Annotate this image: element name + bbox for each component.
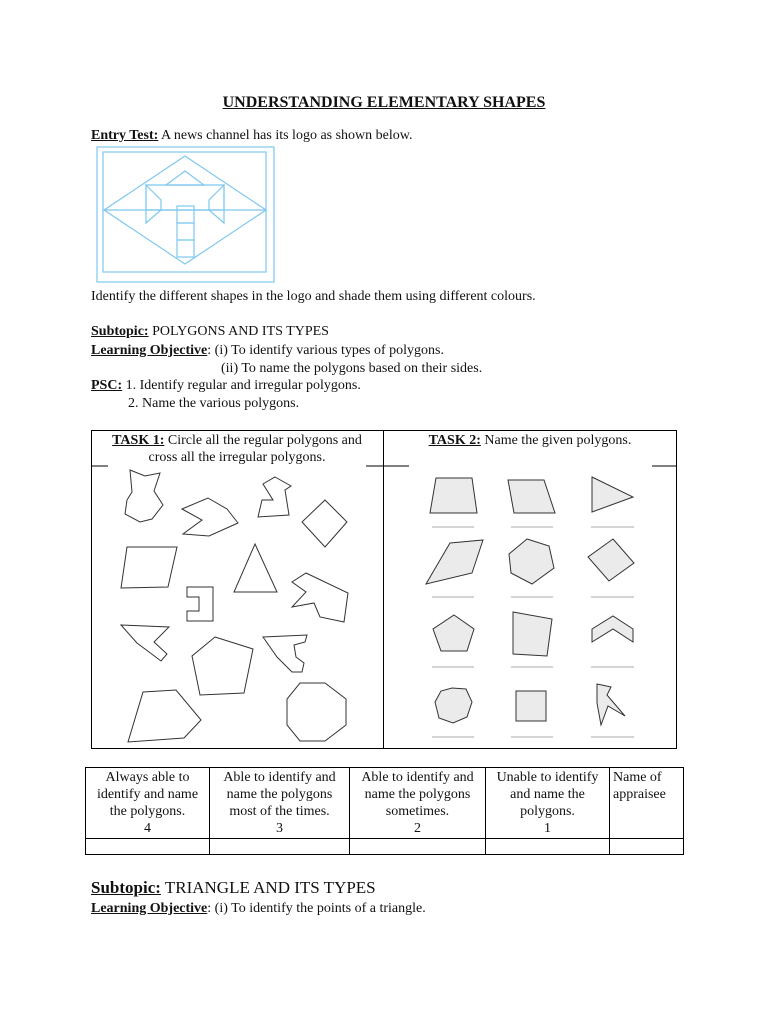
- octagon-shape: [287, 683, 346, 741]
- rectangle-tilted-shape: [588, 539, 634, 581]
- rubric-cell-4: Always able to identify and name the polygons. 4: [86, 768, 210, 839]
- triangle-shape: [234, 544, 277, 592]
- psc-text-2: 2. Name the various polygons.: [128, 396, 300, 411]
- square-shape: [516, 691, 546, 721]
- task-1-shapes: [92, 467, 382, 747]
- rubric-cell-2: Able to identify and name the polygons sometimes. 2: [350, 768, 486, 839]
- parallelogram-shape: [121, 547, 177, 588]
- parallelogram-task-shape: [426, 540, 483, 584]
- logo-top-triangle: [166, 171, 204, 185]
- psc-line: [91, 377, 361, 394]
- pentagon-shape: [192, 637, 253, 695]
- task-2-shapes: [384, 467, 676, 747]
- objective-1-label: Learning Objective: [91, 343, 208, 358]
- hexagon-shape: [509, 539, 554, 584]
- irregular-task-shape: [597, 684, 625, 725]
- rubric-blank-cell[interactable]: [350, 839, 486, 855]
- irregular-polygon-6: [128, 690, 201, 742]
- objective-2-line: [91, 900, 426, 917]
- chevron-shape: [592, 616, 633, 642]
- rubric-blank-cell[interactable]: [486, 839, 610, 855]
- logo-right-wing: [209, 185, 224, 223]
- c-shape: [187, 587, 213, 621]
- heptagon-shape: [435, 688, 472, 723]
- rubric-blank-cell[interactable]: [86, 839, 210, 855]
- irregular-polygon-2: [258, 477, 291, 517]
- rubric-table: [85, 767, 684, 855]
- rubric-cell-appraisee: Name of appraisee: [610, 768, 684, 839]
- subtopic-2-text: TRIANGLE AND ITS TYPES: [160, 878, 376, 897]
- quadrilateral-shape: [508, 480, 555, 513]
- subtopic-2-line: [91, 879, 376, 896]
- rubric-header-row: [86, 768, 684, 839]
- logo-outer-frame: [97, 147, 274, 282]
- rubric-cell-3: Able to identify and name the polygons most of the times. 3: [210, 768, 350, 839]
- rubric-blank-cell[interactable]: [210, 839, 350, 855]
- arrow-polygon: [182, 498, 238, 536]
- irregular-polygon-4: [121, 625, 169, 661]
- task-2-label: TASK 2:: [428, 433, 481, 448]
- right-triangle-shape: [592, 477, 633, 512]
- entry-test-text: A news channel has its logo as shown below.: [158, 128, 413, 143]
- objective-1-text-2: (ii) To name the polygons based on their sides.: [221, 361, 483, 376]
- trapezium-shape: [430, 478, 477, 513]
- pentagon-task-shape: [433, 615, 474, 651]
- subtopic-1-label: Subtopic:: [91, 324, 149, 339]
- objective-2-text: : (i) To identify the points of a triangle.: [207, 901, 426, 916]
- page-title: UNDERSTANDING ELEMENTARY SHAPES: [222, 94, 546, 111]
- rubric-cell-1: Unable to identify and name the polygons. 1: [486, 768, 610, 839]
- news-channel-logo: [96, 146, 276, 284]
- task-2-header: [384, 432, 676, 449]
- psc-label: PSC:: [91, 378, 123, 393]
- subtopic-1-text: POLYGONS AND ITS TYPES: [148, 324, 329, 339]
- entry-test-line: [91, 127, 412, 144]
- objective-1-line: [91, 342, 444, 359]
- square-rhombus-shape: [302, 500, 347, 547]
- subtopic-1-line: [91, 323, 329, 340]
- quadrilateral-task-shape: [513, 612, 552, 656]
- logo-stem-square-2: [177, 223, 194, 240]
- logo-left-wing: [146, 185, 161, 223]
- task-1-label: TASK 1:: [112, 433, 165, 448]
- logo-stem-square-3: [177, 240, 194, 257]
- irregular-polygon-5: [263, 635, 307, 672]
- logo-stem-square-1: [177, 206, 194, 223]
- irregular-polygon-3: [292, 573, 348, 622]
- logo-inner-frame: [103, 152, 266, 272]
- rubric-blank-cell[interactable]: [610, 839, 684, 855]
- rubric-blank-row: [86, 839, 684, 855]
- objective-2-label: Learning Objective: [91, 901, 208, 916]
- instruction-text: Identify the different shapes in the logo and shade them using different colours.: [91, 289, 536, 304]
- task-1-text-1: Circle all the regular polygons and: [164, 433, 362, 448]
- psc-text-1: 1. Identify regular and irregular polygons.: [122, 378, 361, 393]
- subtopic-2-label: Subtopic:: [91, 878, 161, 897]
- entry-test-label: Entry Test:: [91, 128, 159, 143]
- objective-1-text-1: : (i) To identify various types of polygons.: [207, 343, 445, 358]
- irregular-polygon-1: [125, 470, 163, 522]
- task-1-text-2: cross all the irregular polygons.: [148, 450, 326, 465]
- task-1-header: [92, 432, 382, 466]
- task-2-text: Name the given polygons.: [480, 433, 632, 448]
